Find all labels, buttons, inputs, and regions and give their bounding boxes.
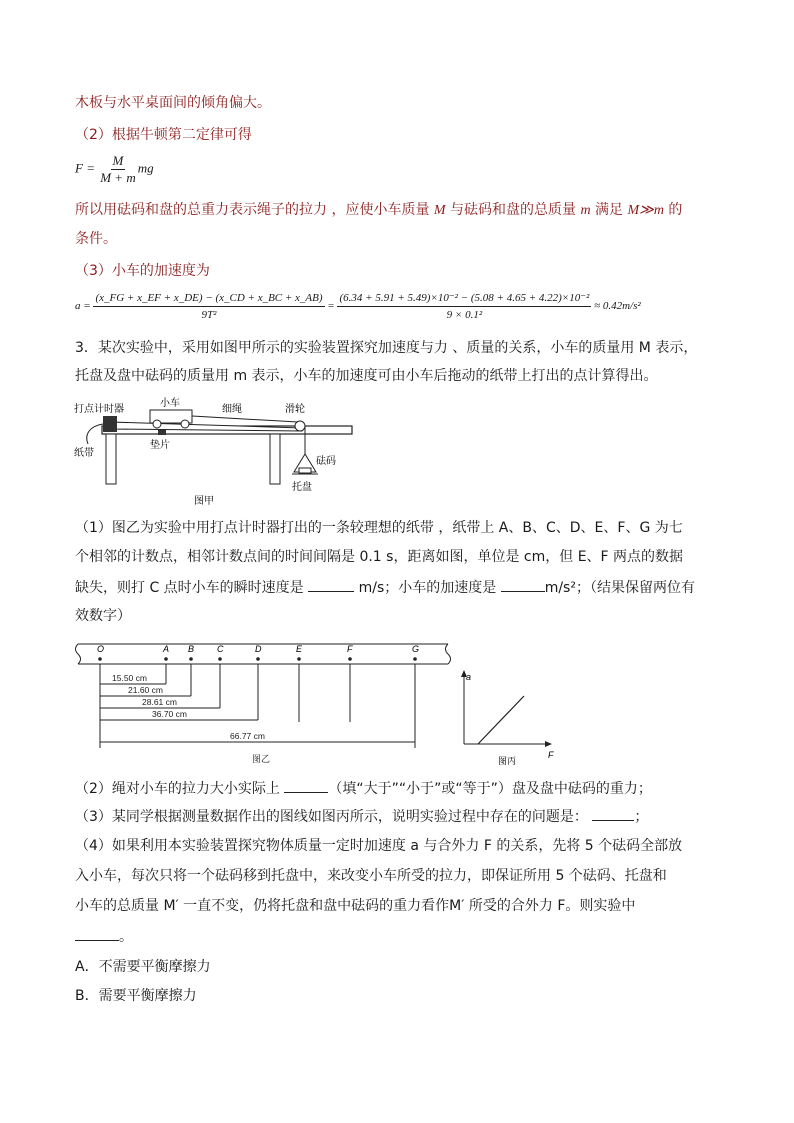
point-label-O: O (97, 644, 105, 654)
t3m: m (580, 203, 591, 218)
q1-line-2: 个相邻的计数点，相邻计数点间的时间间隔是 0.1 s，距离如图，单位是 cm，但 E、F 两点的数据 (75, 549, 684, 565)
eq1-tail: mg (137, 160, 154, 176)
eq2-den1: 9T² (201, 309, 217, 321)
timer-block (103, 416, 117, 432)
x-axis-arrow (545, 741, 552, 747)
equation-newton (75, 153, 154, 186)
option-a[interactable]: A．不需要平衡摩擦力 (75, 959, 211, 975)
pulley-wheel (295, 421, 305, 431)
q1-l3b: m/s；小车的加速度是 (354, 580, 501, 596)
axis-label-F: F (548, 750, 554, 760)
q3-sub-line (75, 806, 648, 827)
point-label-E: E (296, 644, 303, 654)
option-b[interactable]: B．需要平衡摩擦力 (75, 988, 197, 1004)
eq1-denominator: M + m (100, 170, 136, 185)
q4-line-4 (75, 926, 133, 947)
blank-q4[interactable] (75, 926, 119, 941)
figure-yi (70, 636, 460, 770)
blank-q2[interactable] (284, 778, 328, 793)
q2-line (75, 778, 652, 799)
eq2-result: ≈ 0.42m/s² (594, 300, 641, 313)
rope-line (192, 416, 298, 422)
dim-label-15-50: 15.50 cm (112, 673, 147, 683)
point-label-F: F (347, 644, 353, 654)
eq2-fraction-2 (337, 290, 591, 323)
point-label-C: C (217, 644, 224, 654)
q4-l4b: 。 (119, 929, 133, 945)
point-C (218, 657, 222, 661)
eq1-lhs: F = (75, 160, 95, 176)
text-line-1: 木板与水平桌面间的倾角偏大。 (75, 95, 271, 111)
figure-jia (70, 392, 370, 512)
eq2-den2: 9 × 0.1² (446, 309, 483, 321)
text-line-2: （2）根据牛顿第二定律可得 (75, 127, 252, 143)
dim-label-36-70: 36.70 cm (152, 709, 187, 719)
blank-velocity[interactable] (308, 577, 354, 592)
text-line-5: （3）小车的加速度为 (75, 263, 210, 279)
label-pad: 垫片 (150, 440, 170, 451)
car-wheel-left (153, 420, 161, 428)
q1-line-3 (75, 577, 695, 598)
weights-on-tray (299, 468, 311, 473)
point-A (164, 657, 168, 661)
point-G (413, 657, 417, 661)
t3cond: M≫m (627, 203, 664, 218)
q1-l3c: m/s²；（结果保留两位有 (544, 580, 695, 596)
point-label-G: G (412, 644, 420, 654)
caption-yi: 图乙 (252, 754, 271, 764)
point-F (348, 657, 352, 661)
t3d: 的 (663, 202, 683, 218)
point-E (297, 657, 301, 661)
caption-jia: 图甲 (194, 496, 214, 507)
label-rope: 细绳 (222, 404, 242, 415)
car-wheel-right (181, 420, 189, 428)
q1-l3a: 缺失，则打 C 点时小车的瞬时速度是 (75, 580, 309, 596)
eq2-fraction-1 (93, 290, 324, 323)
point-label-A: A (163, 644, 170, 654)
q3a: （3）某同学根据测量数据作出的图线如图丙所示，说明实验过程中存在的问题是： (75, 809, 593, 825)
q4-line-1: （4）如果利用本实验装置探究物体质量一定时加速度 a 与合外力 F 的关系，先将 5 个砝码全部放 (75, 838, 683, 854)
tape-left-break (76, 644, 81, 664)
caption-bing: 图丙 (498, 756, 517, 766)
figure-bing (456, 668, 566, 770)
blank-q3[interactable] (592, 806, 634, 821)
t3a: 所以用砝码和盘的总重力表示绳子的拉力 ，应使小车质量 (75, 202, 434, 218)
eq2-num1: (x_FG + x_EF + x_DE) − (x_CD + x_BC + x_AB) (93, 290, 324, 307)
eq2-lhs: a = (75, 300, 91, 313)
graph-line (478, 696, 524, 744)
q3-line-1: 3．某次实验中，采用如图甲所示的实验装置探究加速度与力 、质量的关系，小车的质量用 M 表示， (75, 340, 698, 356)
point-O (98, 657, 102, 661)
label-pulley: 滑轮 (285, 404, 305, 415)
eq1-numerator: M (112, 153, 124, 168)
point-D (256, 657, 260, 661)
q3-line-2: 托盘及盘中砝码的质量用 m 表示，小车的加速度可由小车后拖动的纸带上打出的点计算得出。 (75, 368, 658, 384)
t3c: 满足 (590, 202, 628, 218)
q3b: ； (634, 809, 649, 825)
q2b: （填“大于”“小于”或“等于”）盘及盘中砝码的重力； (328, 781, 652, 797)
point-label-B: B (188, 644, 195, 654)
eq1-fraction (98, 153, 138, 186)
equation-acceleration: a = $\frac{(x\_FG + x\_EF + x\_DE) - (x\_CD + x\_BC + x\_AB)}{\text{9T²}}$ = $\frac{\text{(6.34 + 5.91 + 5.49)×10⁻² − (5.08 + 4.65 + 4.22)×10⁻²}}{\text{9 × 0.1²}}$ ≈ 0.42m/s² (75, 292, 641, 321)
dim-label-66-77: 66.77 cm (230, 731, 265, 741)
point-B (189, 657, 193, 661)
q1-line-1: （1）图乙为实验中用打点计时器打出的一条较理想的纸带 ，纸带上 A、B、C、D、E、F、G 为七 (75, 520, 683, 536)
q2a: （2）绳对小车的拉力大小实际上 (75, 781, 285, 797)
dim-label-21-60: 21.60 cm (128, 685, 163, 695)
pad-block (158, 430, 166, 435)
label-timer: 打点计时器 (74, 404, 124, 415)
label-tray: 托盘 (292, 482, 312, 493)
axis-label-a: a (466, 672, 472, 682)
table-leg-right (270, 434, 280, 484)
q1-line-4: 效数字） (75, 608, 131, 624)
label-car: 小车 (160, 398, 180, 409)
dim-label-28-61: 28.61 cm (142, 697, 177, 707)
q4-line-3: 小车的总质量 M′ 一直不变，仍将托盘和盘中砝码的重力看作M′ 所受的合外力 F。则实验中 (75, 898, 636, 914)
text-line-3 (75, 200, 682, 221)
table-leg-left (106, 434, 116, 484)
t3M: M (433, 203, 446, 218)
label-tape: 纸带 (74, 448, 94, 459)
tape-curve (87, 424, 103, 444)
label-weight: 砝码 (316, 456, 336, 467)
point-label-D: D (255, 644, 262, 654)
text-line-4: 条件。 (75, 231, 117, 247)
eq2-num2: (6.34 + 5.91 + 5.49)×10⁻² − (5.08 + 4.65 + 4.22)×10⁻² (337, 290, 591, 307)
blank-acceleration[interactable] (501, 577, 545, 592)
tape-right-break (446, 644, 451, 664)
q4-line-2: 入小车，每次只将一个砝码移到托盘中，来改变小车所受的拉力，即保证所用 5 个砝码、托盘和 (75, 868, 667, 884)
t3b: 与砝码和盘的总质量 (445, 202, 581, 218)
